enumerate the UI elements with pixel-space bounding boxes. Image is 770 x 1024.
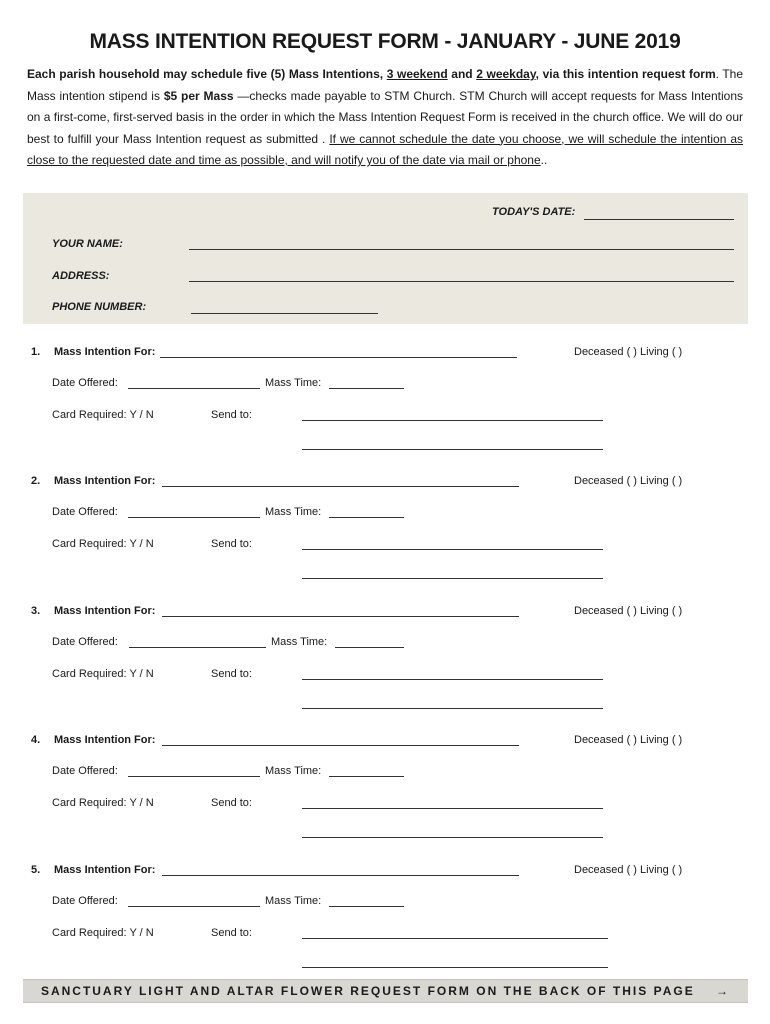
deceased-living-choice[interactable]: Deceased ( ) Living ( )	[574, 475, 683, 487]
send-to-label: Send to:	[211, 668, 252, 680]
intro-weekend-count: 3 weekend	[386, 67, 448, 81]
mass-intention-for-label: Mass Intention For:	[54, 605, 156, 617]
intro-stipend-text: The Mass intention stipend is	[27, 67, 744, 103]
deceased-living-choice[interactable]: Deceased ( ) Living ( )	[574, 605, 683, 617]
mass-time-field[interactable]	[335, 647, 404, 648]
intention-entry	[0, 605, 770, 725]
your-name-label: YOUR NAME:	[52, 238, 123, 250]
entry-number: 4.	[31, 734, 41, 746]
address-field[interactable]	[189, 281, 734, 282]
date-offered-field[interactable]	[128, 517, 260, 518]
card-required-choice[interactable]: Card Required: Y / N	[52, 409, 154, 421]
send-to-field-line-2[interactable]	[302, 449, 603, 450]
page-title: MASS INTENTION REQUEST FORM - JANUARY - JUNE 2019	[89, 30, 681, 53]
intro-weekday-count: 2 weekday	[476, 67, 536, 81]
entry-number: 5.	[31, 864, 41, 876]
intention-entry	[0, 864, 770, 984]
send-to-field-line-1[interactable]	[302, 938, 608, 939]
mass-intention-for-label: Mass Intention For:	[54, 864, 156, 876]
card-required-choice[interactable]: Card Required: Y / N	[52, 538, 154, 550]
intro-via-text: , via this intention request form	[535, 67, 716, 81]
intro-household-text: Each parish household may schedule five (5) Mass Intentions,	[27, 67, 387, 81]
arrow-right-icon: →	[716, 984, 731, 998]
date-offered-field[interactable]	[128, 388, 260, 389]
date-offered-field[interactable]	[128, 906, 260, 907]
mass-time-label: Mass Time:	[265, 506, 322, 518]
send-to-label: Send to:	[211, 538, 252, 550]
todays-date-label: TODAY'S DATE:	[492, 206, 576, 218]
intention-entry	[0, 475, 770, 595]
mass-intention-for-field[interactable]	[162, 486, 519, 487]
send-to-field-line-2[interactable]	[302, 578, 603, 579]
date-offered-label: Date Offered:	[52, 895, 118, 907]
date-offered-label: Date Offered:	[52, 377, 118, 389]
date-offered-label: Date Offered:	[52, 765, 118, 777]
intro-and-text: and	[447, 67, 477, 81]
intro-end: ..	[540, 153, 548, 167]
mass-intention-for-field[interactable]	[162, 875, 519, 876]
date-offered-label: Date Offered:	[52, 636, 118, 648]
send-to-field-line-1[interactable]	[302, 679, 603, 680]
card-required-choice[interactable]: Card Required: Y / N	[52, 668, 154, 680]
mass-time-label: Mass Time:	[265, 377, 322, 389]
date-offered-field[interactable]	[129, 647, 266, 648]
mass-time-field[interactable]	[329, 906, 404, 907]
address-label: ADDRESS:	[52, 270, 110, 282]
mass-intention-for-label: Mass Intention For:	[54, 346, 156, 358]
mass-time-label: Mass Time:	[271, 636, 328, 648]
intro-paragraph	[27, 64, 743, 172]
send-to-label: Send to:	[211, 927, 252, 939]
mass-time-field[interactable]	[329, 517, 404, 518]
mass-time-label: Mass Time:	[265, 765, 322, 777]
deceased-living-choice[interactable]: Deceased ( ) Living ( )	[574, 346, 683, 358]
mass-time-label: Mass Time:	[265, 895, 322, 907]
send-to-field-line-1[interactable]	[302, 808, 603, 809]
your-name-field[interactable]	[189, 249, 734, 250]
entry-number: 1.	[31, 346, 41, 358]
mass-time-field[interactable]	[329, 388, 404, 389]
deceased-living-choice[interactable]: Deceased ( ) Living ( )	[574, 734, 683, 746]
entry-number: 3.	[31, 605, 41, 617]
mass-intention-for-label: Mass Intention For:	[54, 734, 156, 746]
card-required-choice[interactable]: Card Required: Y / N	[52, 927, 154, 939]
back-page-notice	[23, 984, 748, 998]
requester-info-box	[23, 193, 748, 324]
phone-number-field[interactable]	[191, 313, 378, 314]
mass-intention-for-label: Mass Intention For:	[54, 475, 156, 487]
send-to-field-line-1[interactable]	[302, 549, 603, 550]
send-to-field-line-2[interactable]	[302, 967, 608, 968]
send-to-field-line-1[interactable]	[302, 420, 603, 421]
back-page-notice-bar	[23, 979, 748, 1003]
mass-time-field[interactable]	[329, 776, 404, 777]
card-required-choice[interactable]: Card Required: Y / N	[52, 797, 154, 809]
back-page-notice-text: SANCTUARY LIGHT AND ALTAR FLOWER REQUEST FORM ON THE BACK OF THIS PAGE	[40, 984, 695, 998]
send-to-field-line-2[interactable]	[302, 837, 603, 838]
intro-policy-text: —checks made payable to STM Church. STM Church will accept requests for Mass Intentions on a first-come, first-served basis in the order in which the Mass Intention Request Form is received in the church office. We will do our best to fulfill your Mass Intention request as submitted .	[27, 88, 743, 146]
intention-entry	[0, 734, 770, 854]
entry-number: 2.	[31, 475, 41, 487]
todays-date-field[interactable]	[584, 219, 734, 220]
intention-entry	[0, 346, 770, 466]
intro-period: .	[715, 67, 719, 81]
send-to-label: Send to:	[211, 409, 252, 421]
mass-intention-for-field[interactable]	[160, 357, 517, 358]
intro-notice-text: If we cannot schedule the date you choose, we will schedule the intention as close to the requested date and time as possible, and will notify you of the date via mail or phone	[27, 131, 743, 167]
send-to-field-line-2[interactable]	[302, 708, 603, 709]
date-offered-label: Date Offered:	[52, 506, 118, 518]
deceased-living-choice[interactable]: Deceased ( ) Living ( )	[574, 864, 683, 876]
mass-intention-for-field[interactable]	[162, 616, 519, 617]
phone-number-label: PHONE NUMBER:	[52, 301, 147, 313]
mass-intention-for-field[interactable]	[162, 745, 519, 746]
intro-stipend-amount: $5 per Mass	[163, 88, 234, 103]
send-to-label: Send to:	[211, 797, 252, 809]
date-offered-field[interactable]	[128, 776, 260, 777]
